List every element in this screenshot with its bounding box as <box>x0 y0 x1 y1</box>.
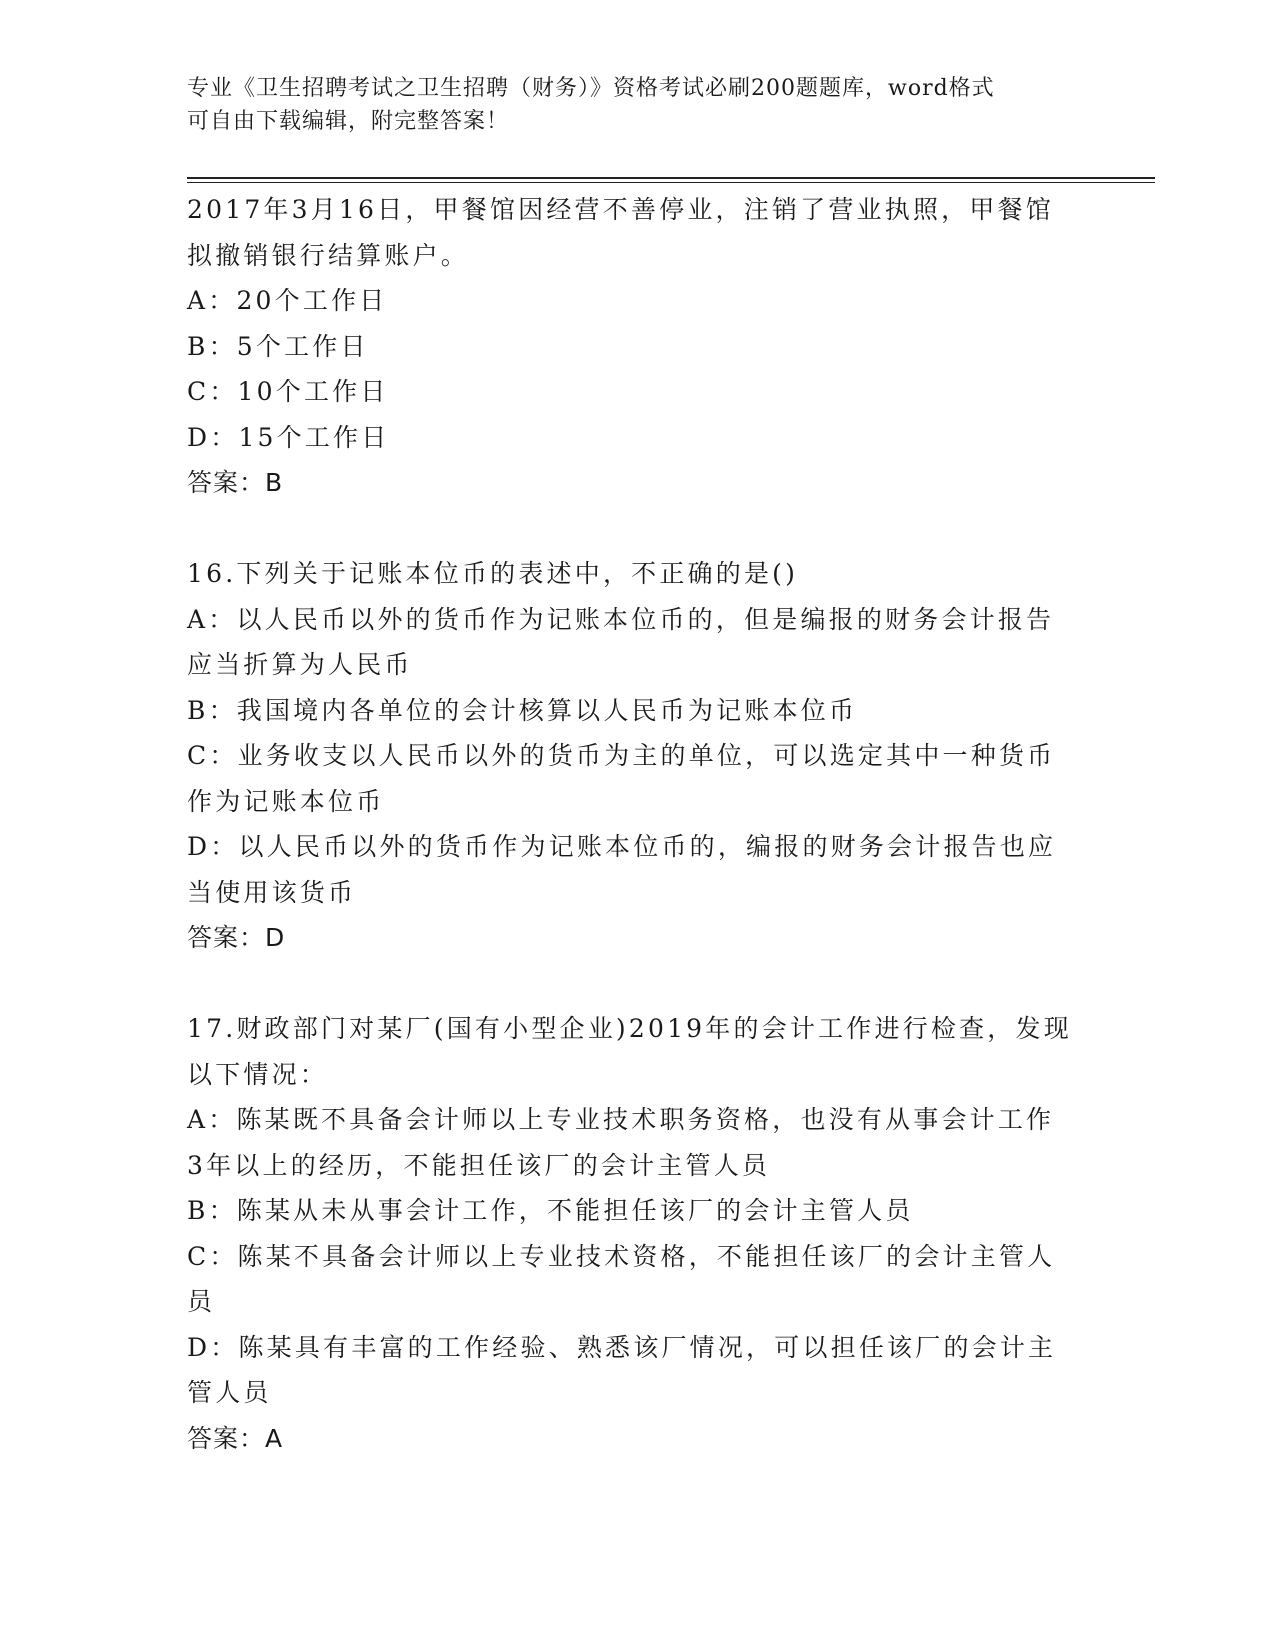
option-a-continued: 3年以上的经历，不能担任该厂的会计主管人员 <box>187 1150 771 1180</box>
option-a: A：陈某既不具备会计师以上专业技术职务资格，也没有从事会计工作 <box>187 1105 1055 1134</box>
option-b: B：我国境内各单位的会计核算以人民币为记账本位币 <box>187 695 858 725</box>
option-a-continued: 应当折算为人民币 <box>187 650 413 679</box>
answer-line: 答案：D <box>187 923 286 952</box>
question-17 <box>187 1006 1087 1461</box>
option-c: C：业务收支以人民币以外的货币为主的单位，可以选定其中一种货币 <box>187 741 1056 770</box>
option-d-continued: 当使用该货币 <box>187 877 357 907</box>
header-title-line-1: 专业《卫生招聘考试之卫生招聘（财务）》资格考试必刷200题题库，word格式 <box>187 76 995 101</box>
question-spacer <box>187 506 1087 552</box>
option-d: D：陈某具有丰富的工作经验、熟悉该厂情况，可以担任该厂的会计主 <box>187 1332 1057 1362</box>
option-b: B：5个工作日 <box>187 331 369 361</box>
question-stem: 16.下列关于记账本位币的表述中，不正确的是() <box>187 559 799 588</box>
header-title-line-2: 可自由下载编辑，附完整答案！ <box>187 109 510 134</box>
option-d-continued: 管人员 <box>187 1378 272 1407</box>
question-list <box>187 187 1087 1461</box>
question-stem-line: 17.财政部门对某厂(国有小型企业)2019年的会计工作进行检查，发现 <box>187 1014 1072 1043</box>
answer-line: 答案：A <box>187 1423 284 1453</box>
question-stem-line: 2017年3月16日，甲餐馆因经营不善停业，注销了营业执照，甲餐馆 <box>187 195 1054 224</box>
header-divider-thick <box>187 177 1155 179</box>
option-d: D：以人民币以外的货币作为记账本位币的，编报的财务会计报告也应 <box>187 832 1057 861</box>
question-16 <box>187 551 1087 961</box>
option-c-continued: 员 <box>187 1287 216 1316</box>
option-a: A：20个工作日 <box>187 286 388 315</box>
option-b: B：陈某从未从事会计工作，不能担任该厂的会计主管人员 <box>187 1196 914 1225</box>
option-d: D：15个工作日 <box>187 422 390 452</box>
document-header <box>187 72 1067 138</box>
option-c-continued: 作为记账本位币 <box>187 786 385 816</box>
question-stem-line: 拟撤销银行结算账户。 <box>187 240 470 270</box>
option-c: C：陈某不具备会计师以上专业技术资格，不能担任该厂的会计主管人 <box>187 1241 1056 1271</box>
question-stem-line: 以下情况： <box>187 1059 329 1089</box>
option-a: A：以人民币以外的货币作为记账本位币的，但是编报的财务会计报告 <box>187 604 1055 634</box>
question-spacer <box>187 961 1087 1007</box>
answer-line: 答案：B <box>187 468 284 497</box>
question-15 <box>187 187 1087 506</box>
header-divider-thin <box>187 182 1155 183</box>
option-c: C：10个工作日 <box>187 377 389 406</box>
